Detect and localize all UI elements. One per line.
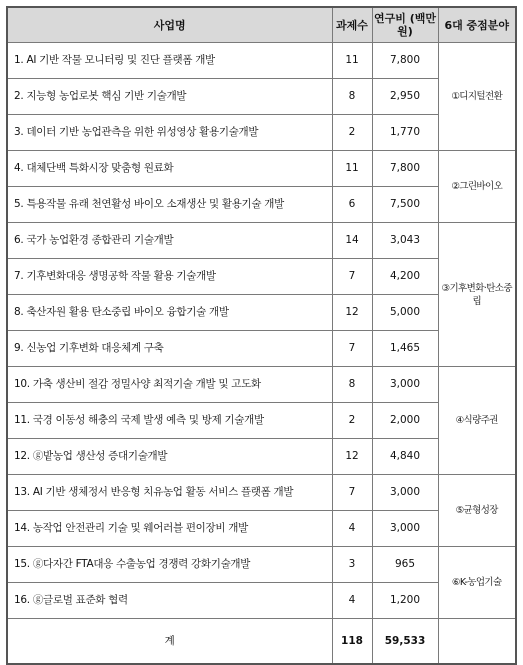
project-budget-cell: 4,200 <box>372 259 438 295</box>
project-budget-cell: 4,840 <box>372 439 438 475</box>
project-budget-cell: 2,950 <box>372 79 438 115</box>
header-row <box>7 7 516 43</box>
project-budget-cell: 3,000 <box>372 367 438 403</box>
project-name-cell: 4. 대체단백 특화시장 맞춤형 원료화 <box>7 151 332 187</box>
project-name-cell: 13. AI 기반 생체정서 반응형 치유농업 활동 서비스 플랫폼 개발 <box>7 475 332 511</box>
project-name-cell: 16. ⓖ글로벌 표준화 협력 <box>7 583 332 619</box>
project-budget-cell: 1,465 <box>372 331 438 367</box>
table-row <box>7 367 516 403</box>
table-row <box>7 547 516 583</box>
header-area: 6대 중점분야 <box>438 7 516 43</box>
project-budget-cell: 7,800 <box>372 43 438 79</box>
project-name-cell: 11. 국경 이동성 해충의 국제 발생 예측 및 방제 기술개발 <box>7 403 332 439</box>
total-row <box>7 619 516 665</box>
project-count-cell: 7 <box>332 331 372 367</box>
total-label: 계 <box>7 619 332 665</box>
project-name-cell: 8. 축산자원 활용 탄소중립 바이오 융합기술 개발 <box>7 295 332 331</box>
project-count-cell: 7 <box>332 259 372 295</box>
project-count-cell: 11 <box>332 151 372 187</box>
header-count: 과제수 <box>332 7 372 43</box>
project-name-cell: 6. 국가 농업환경 종합관리 기술개발 <box>7 223 332 259</box>
focus-area-cell: ①디지털전환 <box>438 43 516 151</box>
focus-area-cell: ⑤균형성장 <box>438 475 516 547</box>
header-budget: 연구비 (백만원) <box>372 7 438 43</box>
focus-area-cell: ②그린바이오 <box>438 151 516 223</box>
focus-area-cell: ④식량주권 <box>438 367 516 475</box>
project-count-cell: 11 <box>332 43 372 79</box>
project-name-cell: 5. 특용작물 유래 천연활성 바이오 소재생산 및 활용기술 개발 <box>7 187 332 223</box>
project-budget-cell: 3,000 <box>372 511 438 547</box>
project-count-cell: 8 <box>332 79 372 115</box>
project-budget-cell: 7,800 <box>372 151 438 187</box>
project-count-cell: 12 <box>332 439 372 475</box>
project-count-cell: 7 <box>332 475 372 511</box>
project-name-cell: 10. 가축 생산비 절감 정밀사양 최적기술 개발 및 고도화 <box>7 367 332 403</box>
project-budget-cell: 2,000 <box>372 403 438 439</box>
table-row <box>7 151 516 187</box>
project-count-cell: 2 <box>332 115 372 151</box>
project-count-cell: 4 <box>332 583 372 619</box>
project-table <box>6 6 517 665</box>
project-count-cell: 8 <box>332 367 372 403</box>
project-count-cell: 12 <box>332 295 372 331</box>
total-count: 118 <box>332 619 372 665</box>
project-name-cell: 12. ⓖ밭농업 생산성 증대기술개발 <box>7 439 332 475</box>
total-area-empty <box>438 619 516 665</box>
project-budget-cell: 965 <box>372 547 438 583</box>
project-name-cell: 15. ⓖ다자간 FTA대응 수출농업 경쟁력 강화기술개발 <box>7 547 332 583</box>
project-count-cell: 4 <box>332 511 372 547</box>
project-name-cell: 9. 신농업 기후변화 대응체계 구축 <box>7 331 332 367</box>
project-name-cell: 3. 데이터 기반 농업관측을 위한 위성영상 활용기술개발 <box>7 115 332 151</box>
header-name: 사업명 <box>7 7 332 43</box>
total-budget: 59,533 <box>372 619 438 665</box>
focus-area-cell: ⑥K-농업기술 <box>438 547 516 619</box>
project-budget-cell: 1,770 <box>372 115 438 151</box>
table-row <box>7 475 516 511</box>
project-name-cell: 14. 농작업 안전관리 기술 및 웨어러블 편이장비 개발 <box>7 511 332 547</box>
project-count-cell: 6 <box>332 187 372 223</box>
project-count-cell: 2 <box>332 403 372 439</box>
table-row <box>7 223 516 259</box>
project-count-cell: 14 <box>332 223 372 259</box>
project-count-cell: 3 <box>332 547 372 583</box>
table-row <box>7 43 516 79</box>
project-name-cell: 1. AI 기반 작물 모니터링 및 진단 플랫폼 개발 <box>7 43 332 79</box>
project-budget-cell: 7,500 <box>372 187 438 223</box>
project-budget-cell: 3,000 <box>372 475 438 511</box>
project-name-cell: 7. 기후변화대응 생명공학 작물 활용 기술개발 <box>7 259 332 295</box>
project-budget-cell: 5,000 <box>372 295 438 331</box>
focus-area-cell: ③기후변화·탄소중립 <box>438 223 516 367</box>
project-budget-cell: 1,200 <box>372 583 438 619</box>
project-budget-cell: 3,043 <box>372 223 438 259</box>
project-name-cell: 2. 지능형 농업로봇 핵심 기반 기술개발 <box>7 79 332 115</box>
